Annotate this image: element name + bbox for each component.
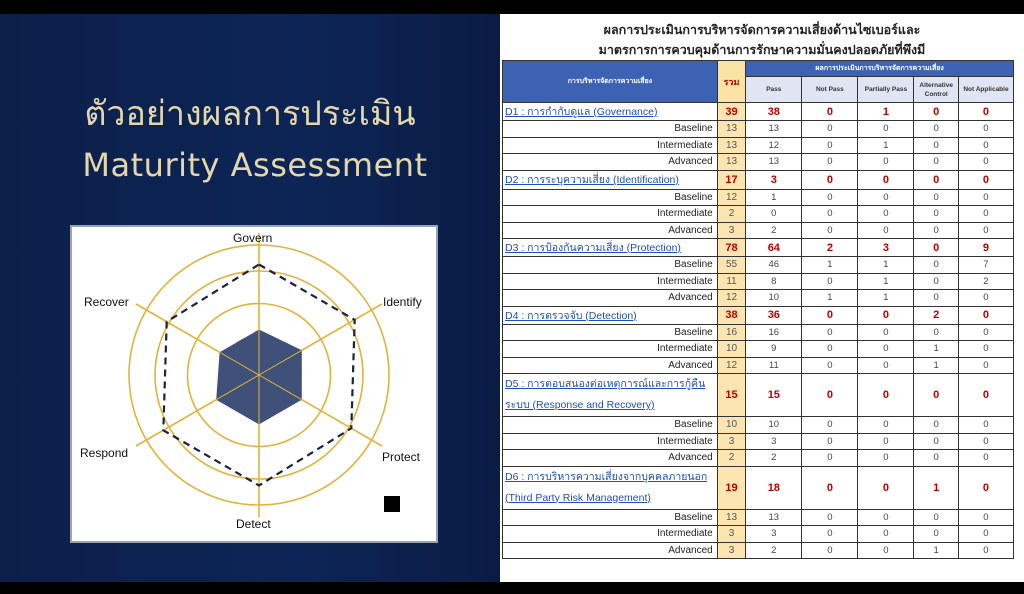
level-value: 0 <box>914 154 958 171</box>
domain-name-cell <box>503 466 718 509</box>
level-total: 2 <box>717 450 746 467</box>
level-row <box>503 450 1014 467</box>
level-row <box>503 433 1014 450</box>
domain-value: 0 <box>802 170 858 189</box>
level-value: 0 <box>914 189 958 206</box>
level-row <box>503 526 1014 543</box>
level-row <box>503 341 1014 358</box>
domain-value: 3 <box>746 170 802 189</box>
level-total: 10 <box>717 341 746 358</box>
level-name: Baseline <box>503 509 718 526</box>
report-title-line1: ผลการประเมินการบริหารจัดการความเสี่ยงด้านไซเบอร์และ <box>603 22 921 37</box>
level-value: 0 <box>958 526 1013 543</box>
domain-value: 64 <box>746 239 802 257</box>
domain-name-cell <box>503 103 718 121</box>
domain-value: 0 <box>958 170 1013 189</box>
domain-value: 0 <box>914 239 958 257</box>
domain-value: 0 <box>802 466 858 509</box>
level-value: 0 <box>858 509 914 526</box>
radar-label-govern: Govern <box>233 231 273 245</box>
level-value: 8 <box>746 273 802 290</box>
level-row <box>503 273 1014 290</box>
domain-total: 15 <box>717 374 746 417</box>
level-row <box>503 417 1014 434</box>
level-row <box>503 324 1014 341</box>
domain-value: 0 <box>958 103 1013 121</box>
level-value: 0 <box>858 154 914 171</box>
header-not-applicable: Not Applicable <box>958 77 1013 103</box>
level-row <box>503 542 1014 559</box>
domain-value: 0 <box>858 170 914 189</box>
level-total: 3 <box>717 222 746 239</box>
level-value: 13 <box>746 154 802 171</box>
level-row <box>503 509 1014 526</box>
level-value: 0 <box>914 417 958 434</box>
level-name: Baseline <box>503 189 718 206</box>
level-value: 0 <box>802 222 858 239</box>
level-value: 0 <box>914 257 958 274</box>
report-title-line2: มาตรการการควบคุมด้านการรักษาความมั่นคงปลอดภัยที่พึงมี <box>598 42 926 57</box>
domain-row <box>503 170 1014 189</box>
level-value: 0 <box>802 121 858 138</box>
level-value: 0 <box>914 121 958 138</box>
domain-link[interactable]: D1 : การกำกับดูแล (Governance) <box>505 106 658 118</box>
level-value: 1 <box>858 257 914 274</box>
level-total: 13 <box>717 137 746 154</box>
level-value: 3 <box>746 526 802 543</box>
level-name: Intermediate <box>503 526 718 543</box>
level-value: 2 <box>958 273 1013 290</box>
level-total: 2 <box>717 206 746 223</box>
level-value: 0 <box>858 450 914 467</box>
level-value: 0 <box>858 222 914 239</box>
radar-label-recover: Recover <box>84 295 129 309</box>
level-total: 11 <box>717 273 746 290</box>
slide <box>0 14 1024 582</box>
level-total: 12 <box>717 189 746 206</box>
level-value: 0 <box>958 357 1013 374</box>
domain-link[interactable]: D2 : การระบุความเสี่ยง (Identification) <box>505 174 679 186</box>
domain-value: 1 <box>914 466 958 509</box>
domain-name-cell <box>503 170 718 189</box>
level-value: 0 <box>858 526 914 543</box>
level-value: 13 <box>746 121 802 138</box>
level-value: 0 <box>858 189 914 206</box>
header-partially-pass: Partially Pass <box>858 77 914 103</box>
level-name: Advanced <box>503 222 718 239</box>
level-value: 0 <box>914 450 958 467</box>
level-name: Intermediate <box>503 137 718 154</box>
level-value: 0 <box>802 417 858 434</box>
domain-value: 2 <box>802 239 858 257</box>
level-value: 0 <box>958 290 1013 307</box>
level-value: 0 <box>914 273 958 290</box>
level-total: 3 <box>717 542 746 559</box>
level-value: 16 <box>746 324 802 341</box>
domain-row <box>503 239 1014 257</box>
level-value: 2 <box>746 542 802 559</box>
domain-value: 0 <box>958 466 1013 509</box>
level-value: 11 <box>746 357 802 374</box>
level-total: 3 <box>717 526 746 543</box>
domain-row <box>503 306 1014 324</box>
level-name: Baseline <box>503 324 718 341</box>
level-value: 0 <box>958 121 1013 138</box>
level-value: 10 <box>746 417 802 434</box>
level-row <box>503 257 1014 274</box>
level-value: 0 <box>914 137 958 154</box>
domain-value: 0 <box>958 374 1013 417</box>
header-total: รวม <box>717 61 746 103</box>
level-value: 0 <box>914 509 958 526</box>
level-name: Intermediate <box>503 273 718 290</box>
domain-name-cell <box>503 239 718 257</box>
domain-total: 17 <box>717 170 746 189</box>
domain-total: 39 <box>717 103 746 121</box>
domain-value: 0 <box>802 103 858 121</box>
domain-value: 0 <box>802 374 858 417</box>
level-value: 0 <box>958 189 1013 206</box>
level-value: 0 <box>958 542 1013 559</box>
level-value: 0 <box>802 206 858 223</box>
level-row <box>503 222 1014 239</box>
assessment-table <box>502 60 1014 559</box>
level-row <box>503 206 1014 223</box>
domain-value: 0 <box>958 306 1013 324</box>
level-total: 13 <box>717 509 746 526</box>
level-name: Baseline <box>503 121 718 138</box>
level-value: 0 <box>746 206 802 223</box>
level-row <box>503 137 1014 154</box>
level-name: Advanced <box>503 357 718 374</box>
slide-title-english: Maturity Assessment <box>82 146 428 184</box>
report-panel <box>500 14 1024 582</box>
level-value: 0 <box>958 509 1013 526</box>
level-value: 1 <box>858 137 914 154</box>
level-value: 0 <box>958 450 1013 467</box>
level-row <box>503 154 1014 171</box>
level-value: 0 <box>802 542 858 559</box>
domain-value: 18 <box>746 466 802 509</box>
level-value: 1 <box>746 189 802 206</box>
level-value: 0 <box>802 357 858 374</box>
level-row <box>503 290 1014 307</box>
level-name: Baseline <box>503 257 718 274</box>
level-value: 0 <box>914 290 958 307</box>
level-value: 0 <box>958 324 1013 341</box>
level-value: 0 <box>802 526 858 543</box>
level-total: 3 <box>717 433 746 450</box>
radar-label-detect: Detect <box>236 517 271 531</box>
radar-label-protect: Protect <box>382 450 421 464</box>
level-value: 1 <box>858 290 914 307</box>
domain-value: 0 <box>858 466 914 509</box>
level-total: 16 <box>717 324 746 341</box>
domain-value: 2 <box>914 306 958 324</box>
slide-title-thai: ตัวอย่างผลการประเมิน <box>84 94 416 134</box>
level-value: 0 <box>958 154 1013 171</box>
domain-value: 0 <box>914 374 958 417</box>
level-total: 13 <box>717 121 746 138</box>
level-value: 1 <box>858 273 914 290</box>
domain-total: 78 <box>717 239 746 257</box>
domain-value: 0 <box>858 374 914 417</box>
level-value: 0 <box>858 324 914 341</box>
radar-svg <box>72 227 436 541</box>
level-value: 1 <box>914 357 958 374</box>
header-not-pass: Not Pass <box>802 77 858 103</box>
header-alternative-control: Alternative Control <box>914 77 958 103</box>
domain-name-cell <box>503 306 718 324</box>
level-name: Intermediate <box>503 433 718 450</box>
level-value: 9 <box>746 341 802 358</box>
level-value: 0 <box>858 206 914 223</box>
level-value: 0 <box>802 189 858 206</box>
level-value: 10 <box>746 290 802 307</box>
level-value: 0 <box>802 509 858 526</box>
domain-value: 0 <box>914 103 958 121</box>
domain-value: 15 <box>746 374 802 417</box>
level-value: 2 <box>746 222 802 239</box>
domain-value: 38 <box>746 103 802 121</box>
header-results: ผลการประเมินการบริหารจัดการความเสี่ยง <box>746 61 1014 77</box>
level-name: Intermediate <box>503 206 718 223</box>
domain-row <box>503 374 1014 417</box>
level-value: 1 <box>802 257 858 274</box>
level-value: 0 <box>914 526 958 543</box>
level-name: Advanced <box>503 290 718 307</box>
level-value: 0 <box>958 417 1013 434</box>
header-pass: Pass <box>746 77 802 103</box>
level-value: 0 <box>958 222 1013 239</box>
domain-link[interactable]: D3 : การป้องกันความเสี่ยง (Protection) <box>505 242 681 254</box>
level-row <box>503 121 1014 138</box>
domain-value: 1 <box>858 103 914 121</box>
domain-value: 9 <box>958 239 1013 257</box>
level-name: Advanced <box>503 154 718 171</box>
level-value: 0 <box>958 137 1013 154</box>
radar-chart <box>70 225 438 543</box>
level-name: Advanced <box>503 542 718 559</box>
level-value: 0 <box>858 417 914 434</box>
level-value: 3 <box>746 433 802 450</box>
level-total: 12 <box>717 290 746 307</box>
domain-link[interactable]: D6 : การบริหารความเสี่ยงจากบุคคลภายนอก (Third Party Risk Management) <box>505 470 708 504</box>
level-name: Advanced <box>503 450 718 467</box>
level-value: 1 <box>914 542 958 559</box>
domain-value: 0 <box>858 306 914 324</box>
level-value: 0 <box>914 324 958 341</box>
level-value: 0 <box>914 206 958 223</box>
level-value: 0 <box>802 450 858 467</box>
level-total: 12 <box>717 357 746 374</box>
level-value: 0 <box>958 206 1013 223</box>
level-value: 0 <box>914 433 958 450</box>
domain-value: 3 <box>858 239 914 257</box>
level-total: 13 <box>717 154 746 171</box>
radar-label-identify: Identify <box>383 295 422 309</box>
level-value: 0 <box>802 273 858 290</box>
domain-name-cell <box>503 374 718 417</box>
level-value: 13 <box>746 509 802 526</box>
domain-value: 0 <box>802 306 858 324</box>
level-value: 0 <box>858 542 914 559</box>
level-name: Baseline <box>503 417 718 434</box>
level-value: 0 <box>858 433 914 450</box>
level-value: 0 <box>958 433 1013 450</box>
domain-value: 36 <box>746 306 802 324</box>
level-total: 55 <box>717 257 746 274</box>
domain-total: 38 <box>717 306 746 324</box>
domain-total: 19 <box>717 466 746 509</box>
level-value: 0 <box>802 324 858 341</box>
level-value: 46 <box>746 257 802 274</box>
domain-link[interactable]: D5 : การตอบสนองต่อเหตุการณ์และการกู้คืนระบบ (Response and Recovery) <box>505 378 706 411</box>
level-value: 2 <box>746 450 802 467</box>
domain-row <box>503 466 1014 509</box>
level-total: 10 <box>717 417 746 434</box>
level-row <box>503 189 1014 206</box>
level-value: 0 <box>802 341 858 358</box>
left-panel <box>0 14 500 582</box>
level-value: 0 <box>858 341 914 358</box>
level-value: 7 <box>958 257 1013 274</box>
legend-square <box>384 496 400 512</box>
level-value: 0 <box>802 433 858 450</box>
level-row <box>503 357 1014 374</box>
level-value: 1 <box>914 341 958 358</box>
level-value: 0 <box>802 154 858 171</box>
level-value: 0 <box>858 121 914 138</box>
level-value: 0 <box>958 341 1013 358</box>
level-value: 0 <box>914 222 958 239</box>
level-value: 0 <box>858 357 914 374</box>
level-value: 1 <box>802 290 858 307</box>
level-value: 12 <box>746 137 802 154</box>
header-domain: การบริหารจัดการความเสี่ยง <box>503 61 718 103</box>
domain-value: 0 <box>914 170 958 189</box>
level-value: 0 <box>802 137 858 154</box>
domain-link[interactable]: D4 : การตรวจจับ (Detection) <box>505 309 637 322</box>
level-name: Intermediate <box>503 341 718 358</box>
domain-row <box>503 103 1014 121</box>
radar-label-respond: Respond <box>80 446 129 460</box>
